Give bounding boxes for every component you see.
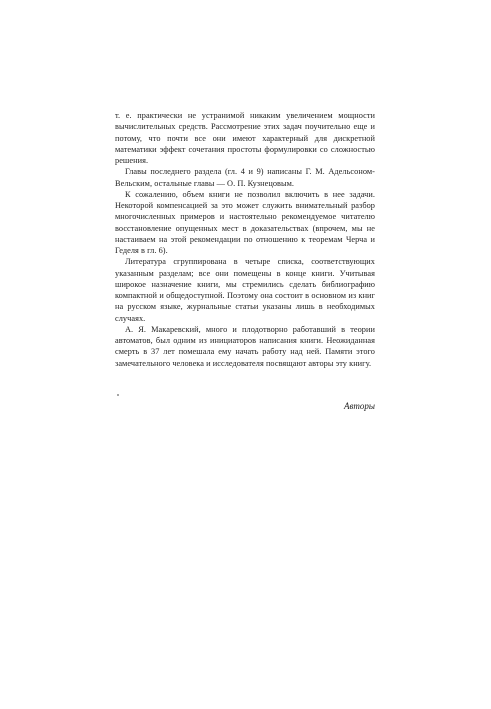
print-speck <box>117 394 119 396</box>
preface-text <box>115 110 375 369</box>
authors-signature: Авторы <box>344 401 375 411</box>
paragraph-no-exercises: К сожалению, объем книги не позволил включить в нее задачи. Некоторой компенсацией за это может служить внимательный разбор многочисленных примеров и настоятельно рекомендуемое читателю восстановление опущенных мест в доказательствах (впрочем, мы не настаиваем на этой рекомендации по отношению к теоремам Черча и Геделя в гл. 6). <box>115 189 375 255</box>
paragraph-literature: Литература сгруппирована в четыре списка, соответствующих указанным разделам; все они помещены в конце книги. Учитывая широкое назначение книги, мы стремились сделать библиографию компактной и общедоступной. Поэтому она состоит в основном из книг на русском языке, журнальные статьи указаны лишь в необходимых случаях. <box>115 257 375 323</box>
paragraph-continuation: т. е. практически не устранимой никаким увеличением мощности вычислительных средств. Рассмотрение этих задач поучительно еще и потому, что почти все они имеют характерный для дискретной математики эффект сочетания простоты формулировки со сложностью решения. <box>115 111 375 165</box>
paragraph-dedication: А. Я. Макаревский, много и плодотворно работавший в теории автоматов, был одним из инициаторов написания книги. Неожиданная смерть в 37 лет помешала ему начать работу над ней. Памяти этого замечательного человека и исследователя посвящают авторы эту книгу. <box>115 324 375 368</box>
paragraph-chapters-authorship: Главы последнего раздела (гл. 4 и 9) написаны Г. М. Адельсоном-Вельским, остальные главы — О. П. Кузнецовым. <box>115 167 375 188</box>
